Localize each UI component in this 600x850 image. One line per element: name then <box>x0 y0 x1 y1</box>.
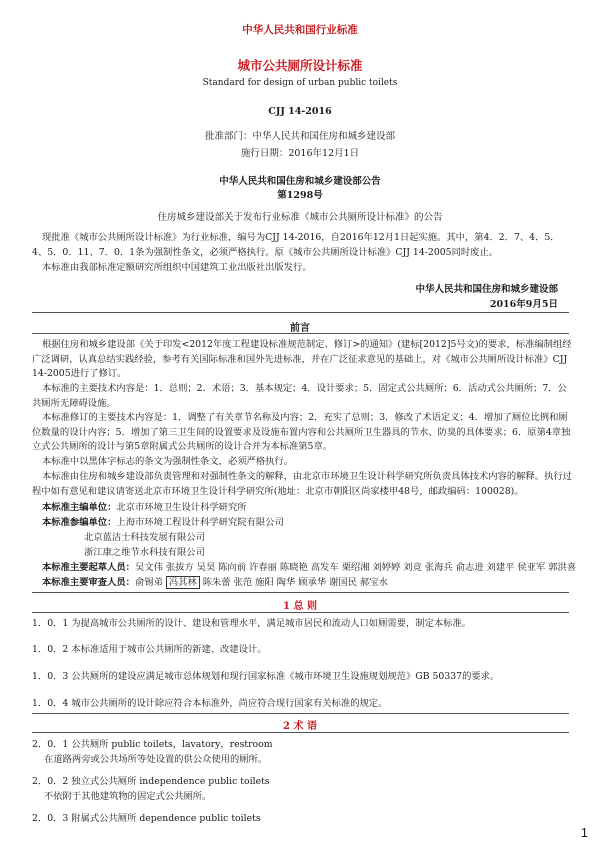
standard-category: 中华人民共和国行业标准 <box>242 24 358 36</box>
announcement-signer: 中华人民共和国住房和城乡建设部 <box>415 284 558 295</box>
participating-label: 本标准参编单位： <box>42 517 117 528</box>
announcement-publish-note: 本标准由我部标准定额研究所组织中国建筑工业出版社出版发行。 <box>42 262 312 273</box>
page-number: 1 <box>580 825 588 840</box>
chief-editor-label: 本标准主编单位： <box>42 502 117 513</box>
term-definition: 在道路两旁或公共场所等处设置的供公众使用的厕所。 <box>44 754 268 765</box>
divider <box>32 732 569 733</box>
chapter-2-heading: 2 术 语 <box>283 721 317 732</box>
document-title-english: Standard for design of urban public toilets <box>202 78 398 88</box>
announcement-issuer: 中华人民共和国住房和城乡建设部公告 <box>219 176 381 187</box>
chief-editor-row <box>42 499 247 513</box>
participating-unit: 北京蓝洁士科技发展有限公司 <box>84 532 205 543</box>
term-heading: 2．0．3 附属式公共厕所 dependence public toilets <box>32 813 261 824</box>
foreword-paragraph: 本标准中以黑体字标志的条文为强制性条文，必须严格执行。 <box>42 456 294 467</box>
document-title: 城市公共厕所设计标准 <box>237 58 363 73</box>
term-heading: 2．0．2 独立式公共厕所 independence public toilets <box>32 776 270 787</box>
divider <box>32 312 569 313</box>
drafters-list: 吴文伟 张拔方 吴昊 陈向前 许春丽 陈晓艳 高发车 栗绍湘 刘婷婷 刘竞 张海兵 俞志进 刘建平 侯亚军 郭洪喜 <box>134 562 577 573</box>
divider <box>32 612 569 613</box>
participating-row <box>42 514 284 528</box>
drafters-label: 本标准主要起草人员： <box>42 562 135 573</box>
clause: 1．0．4 城市公共厕所的设计除应符合本标准外，尚应符合现行国家有关标准的规定。 <box>32 698 388 709</box>
participating-unit: 浙江康之维节水科技有限公司 <box>84 547 205 558</box>
announcement-number: 第1298号 <box>277 190 323 201</box>
divider <box>32 592 569 593</box>
foreword-paragraph: 本标准修订的主要技术内容是：1．调整了有关章节名称及内容；2．充实了总则；3．修改了术语定义；4．增加了厕位比例和厕位数量的设计内容；5．增加了第三卫生间的设置要求及设施布置内容和公共厕所卫生器具的节水、防臭的具体要求；6．原第4章独立式公共厕所的设计与第5章附属式公共厕所的设计合并为本标准第5章。 <box>32 412 571 452</box>
drafters-row <box>42 559 576 573</box>
reviewer-name-boxed: 冯其林 <box>166 576 200 589</box>
chapter-1-heading: 1 总 则 <box>283 601 317 612</box>
reviewers-list: 陈朱蕾 张范 施阳 陶华 顾承华 谢国民 郝宝水 <box>202 577 388 588</box>
clause: 1．0．2 本标准适用于城市公共厕所的新建、改建设计。 <box>32 644 267 655</box>
term-definition: 不依附于其他建筑物的固定式公共厕所。 <box>44 791 212 802</box>
foreword-paragraph: 本标准由住房和城乡建设部负责管理和对强制性条文的解释，由北京市环境卫生设计科学研究所负责具体技术内容的解释。执行过程中如有意见和建议请寄送北京市环境卫生设计科学研究所(地址：北京市朝阳区尚家楼甲48号，邮政编码：100028)。 <box>32 471 572 497</box>
reviewers-label: 本标准主要审查人员： <box>42 577 135 588</box>
standard-code: CJJ 14-2016 <box>268 106 332 117</box>
announcement-date: 2016年9月5日 <box>489 299 558 310</box>
divider <box>32 713 569 714</box>
foreword-heading: 前言 <box>290 323 310 334</box>
foreword-paragraph: 本标准的主要技术内容是：1．总则；2．术语；3．基本规定；4．设计要求；5．固定式公共厕所；6．活动式公共厕所；7．公共厕所无障碍设施。 <box>32 383 567 409</box>
approving-department: 批准部门：中华人民共和国住房和城乡建设部 <box>204 131 395 142</box>
clause: 1．0．3 公共厕所的建设应满足城市总体规划和现行国家标准《城市环境卫生设施规划规范》GB 50337的要求。 <box>32 671 500 682</box>
divider <box>32 333 569 334</box>
announcement-body: 现批准《城市公共厕所设计标准》为行业标准，编号为CJJ 14-2016，自2016年12月1日起实施。其中，第4．2．7、4．5．4、5．0．11、7．0．1条为强制性条文，必须严格执行。原《城市公共厕所设计标准》CJJ 14-2005同时废止。 <box>32 232 560 258</box>
reviewers-row <box>42 574 388 588</box>
chief-editor-unit: 北京市环境卫生设计科学研究所 <box>116 502 247 513</box>
term-heading: 2．0．1 公共厕所 public toilets，lavatory，restroom <box>32 739 273 750</box>
foreword-paragraph: 根据住房和城乡建设部《关于印发<2012年度工程建设标准规范制定、修订>的通知》(建标[2012]5号文)的要求，标准编制组经广泛调研，认真总结实践经验，参考有关国际标准和国外先进标准，并在广泛征求意见的基础上，对《城市公共厕所设计标准》CJJ 14-2005进行了修订。 <box>32 339 572 379</box>
implementation-date: 施行日期：2016年12月1日 <box>240 148 360 159</box>
reviewer-name: 俞锡弟 <box>134 577 163 588</box>
participating-unit: 上海市环境工程设计科学研究院有限公司 <box>116 517 284 528</box>
announcement-subject: 住房城乡建设部关于发布行业标准《城市公共厕所设计标准》的公告 <box>157 212 443 223</box>
clause: 1．0．1 为提高城市公共厕所的设计、建设和管理水平，满足城市居民和流动人口如厕需要，制定本标准。 <box>32 618 472 629</box>
